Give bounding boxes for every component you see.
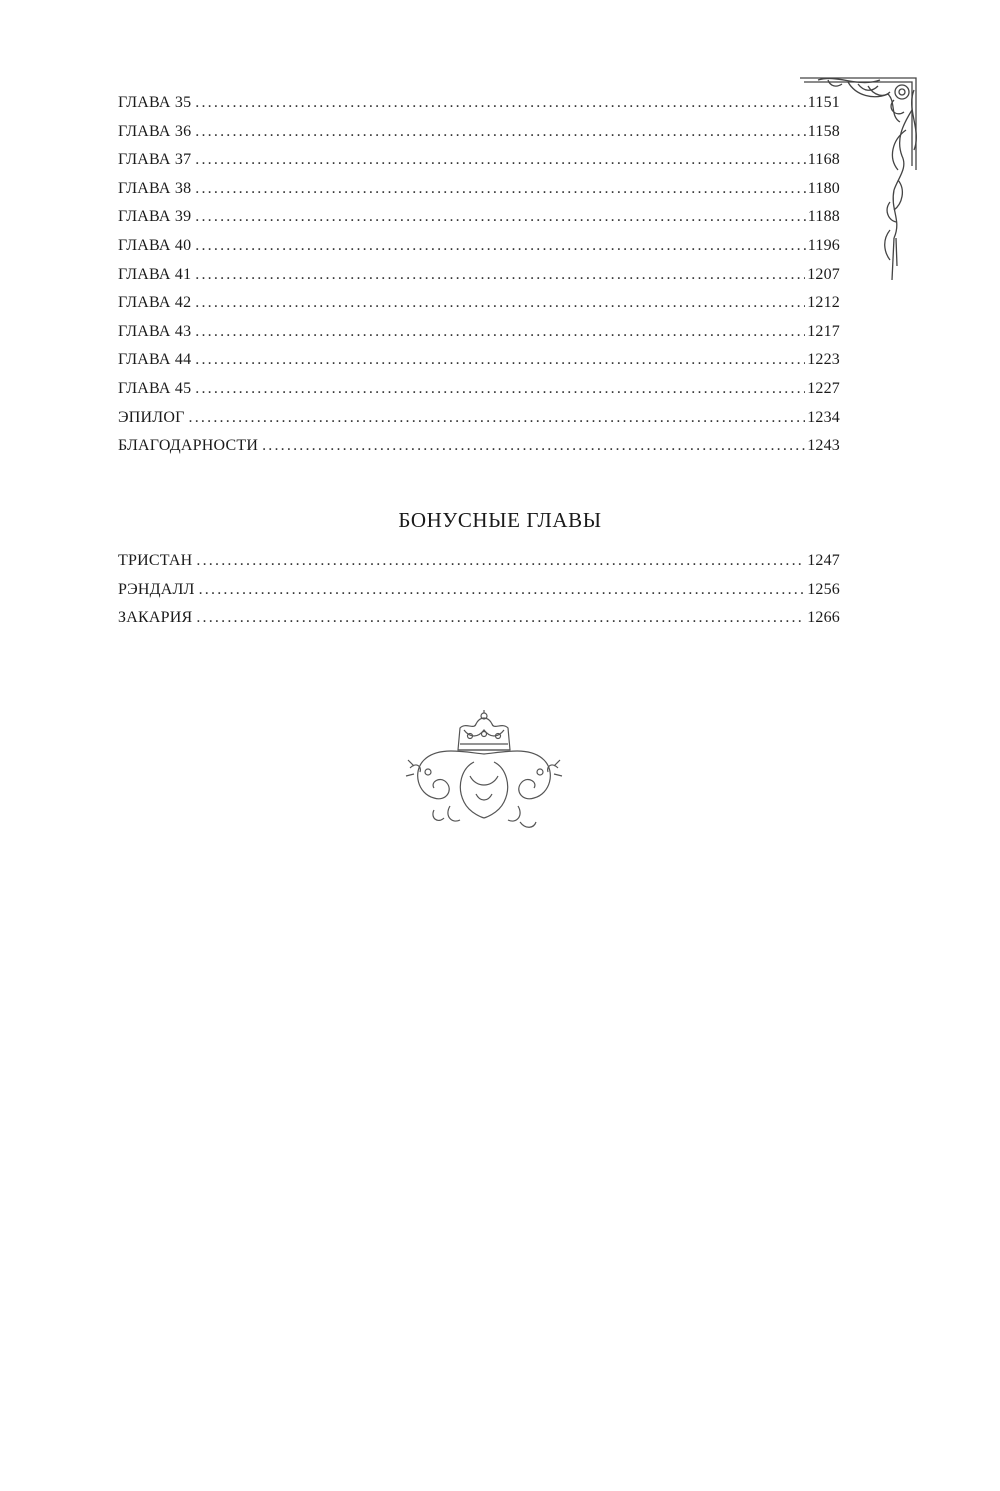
- toc-entry: [118, 123, 840, 152]
- toc-entry-page: 1180: [807, 179, 840, 197]
- toc-entry-page: 1158: [807, 122, 840, 140]
- toc-entry: [118, 94, 840, 123]
- toc-leader-dots: [195, 123, 806, 141]
- toc-entry-title: ГЛАВА 40: [118, 236, 192, 254]
- toc-bonus-list: [118, 552, 840, 638]
- toc-entry-title: ГЛАВА 41: [118, 265, 192, 283]
- toc-entry-title: РЭНДАЛЛ: [118, 580, 195, 598]
- toc-entry-title: ГЛАВА 35: [118, 94, 192, 111]
- bonus-chapters-heading: БОНУСНЫЕ ГЛАВЫ: [398, 508, 602, 532]
- toc-entry: [118, 552, 840, 581]
- toc-entry: [118, 151, 840, 180]
- toc-entry-title: ГЛАВА 43: [118, 322, 192, 340]
- toc-leader-dots: [195, 237, 806, 255]
- toc-entry: [118, 581, 840, 610]
- toc-leader-dots: [195, 208, 806, 226]
- toc-entry-page: 1256: [807, 580, 840, 598]
- toc-entry: [118, 380, 840, 409]
- toc-entry-page: 1217: [807, 322, 840, 340]
- toc-leader-dots: [195, 380, 805, 398]
- toc-entry-page: 1266: [807, 609, 840, 627]
- toc-entry-page: 1188: [807, 208, 840, 226]
- toc-entry-page: 1212: [807, 294, 840, 312]
- toc-leader-dots: [195, 94, 806, 112]
- toc-entry-title: ГЛАВА 45: [118, 379, 192, 397]
- toc-entry: [118, 609, 840, 638]
- toc-entry-page: 1196: [807, 236, 840, 254]
- toc-entry-title: ГЛАВА 38: [118, 179, 192, 197]
- toc-entry: [118, 237, 840, 266]
- toc-leader-dots: [196, 552, 805, 570]
- toc-entry: [118, 323, 840, 352]
- toc-leader-dots: [195, 323, 805, 341]
- toc-entry: [118, 294, 840, 323]
- toc-leader-dots: [189, 409, 806, 427]
- toc-entry: [118, 266, 840, 295]
- toc-leader-dots: [199, 581, 806, 599]
- toc-entry-page: 1207: [807, 265, 840, 283]
- toc-entry-title: ГЛАВА 42: [118, 294, 192, 312]
- toc-leader-dots: [195, 151, 806, 169]
- toc-leader-dots: [262, 437, 805, 455]
- toc-leader-dots: [196, 609, 805, 627]
- toc-entry-page: 1168: [807, 151, 840, 169]
- toc-entry-page: 1234: [807, 408, 840, 426]
- toc-leader-dots: [195, 294, 805, 312]
- toc-entry: [118, 437, 840, 466]
- toc-entry-title: ТРИСТАН: [118, 552, 193, 569]
- toc-entry: [118, 180, 840, 209]
- toc-leader-dots: [195, 351, 805, 369]
- toc-entry-title: ГЛАВА 36: [118, 122, 192, 140]
- toc-leader-dots: [195, 180, 806, 198]
- toc-entry-title: ЭПИЛОГ: [118, 408, 185, 426]
- toc-entry-title: ЗАКАРИЯ: [118, 609, 193, 627]
- toc-main-list: [118, 94, 840, 466]
- toc-entry-page: 1151: [807, 94, 840, 111]
- toc-entry-page: 1227: [807, 379, 840, 397]
- toc-entry-title: БЛАГОДАРНОСТИ: [118, 437, 259, 455]
- toc-leader-dots: [195, 266, 805, 284]
- toc-entry-title: ГЛАВА 39: [118, 208, 192, 226]
- toc-entry: [118, 208, 840, 237]
- toc-entry-page: 1243: [807, 437, 840, 455]
- toc-entry: [118, 351, 840, 380]
- toc-entry-page: 1247: [807, 552, 840, 569]
- crown-scroll-ornament: [404, 706, 564, 836]
- toc-entry-title: ГЛАВА 37: [118, 151, 192, 169]
- toc-entry-page: 1223: [807, 351, 840, 369]
- toc-entry-title: ГЛАВА 44: [118, 351, 192, 369]
- toc-entry: [118, 409, 840, 438]
